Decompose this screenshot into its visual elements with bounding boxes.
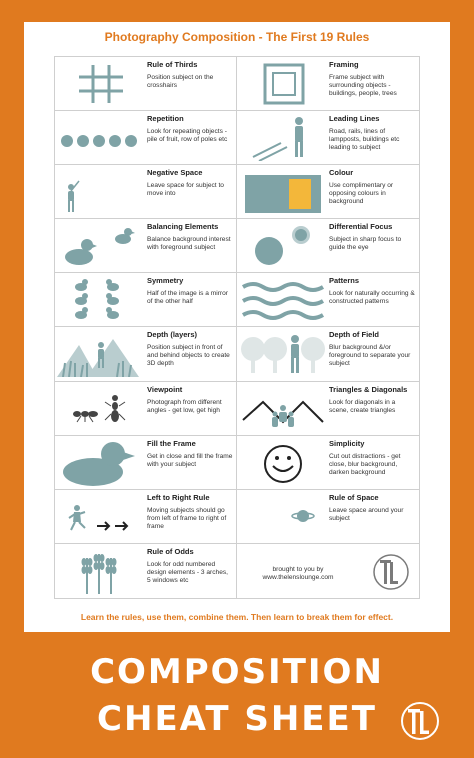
rule-description: Cut out distractions - get close, blur background, darken background [329,452,401,476]
rule-heading: Triangles & Diagonals [329,384,408,394]
dots-icon [57,115,145,161]
rule-description: Use complimentary or opposing colours in background [329,182,394,206]
rule-description: Look for odd numbered design elements - 3 arches, 5 windows etc [147,560,228,584]
rule-heading: Depth of Field [329,330,379,340]
smiley-icon [239,440,327,486]
ants-icon [57,386,145,432]
hiker-icon [57,331,145,377]
rule-description: Leave space around your subject [329,506,404,522]
colour-block-icon [239,169,327,215]
rule-heading: Repetition [147,114,184,124]
rule-description: Look for naturally occurring & constructed patterns [329,290,415,306]
triangle-people-icon [239,386,327,432]
rule-description: Position subject in front of and behind objects to create 3D depth [147,344,230,368]
rule-heading: Leading Lines [329,114,380,124]
rule-description: Photograph from different angles - get low, get high [147,398,222,414]
rule-description: Frame subject with surrounding objects - buildings, people, trees [329,74,397,97]
rule-heading: Patterns [329,276,360,286]
rule-heading: Depth (layers) [147,330,198,340]
person-lines-icon [239,115,327,161]
runner-arrows-icon [57,494,145,540]
rule-description: Look for repeating objects - pile of fruit, row of poles etc [147,128,228,144]
rule-description: Subject in sharp focus to guide the eye [329,236,402,252]
brand-url[interactable]: www.thelenslounge.com [262,573,334,581]
rule-heading: Colour [329,168,354,178]
rule-cell [55,57,237,111]
rule-heading: Viewpoint [147,384,183,394]
rule-cell [237,165,419,219]
golfer-icon [57,169,145,215]
rule-description: Half of the image is a mirror of the other half [147,290,228,306]
cheat-sheet-card [24,22,450,632]
rule-heading: Balancing Elements [147,222,219,232]
ducks-icon [57,223,145,269]
rule-cell [237,382,419,436]
rule-cell [237,57,419,111]
rule-heading: Rule of Thirds [147,60,198,69]
rule-cell [55,436,237,490]
rule-heading: Differential Focus [329,222,393,232]
footer-tagline: Learn the rules, use them, combine them. Then learn to break them for effect. [80,612,394,622]
rule-cell [55,273,237,327]
rule-description: Road, rails, lines of lampposts, buildings etc leading to subject [329,128,400,152]
rule-cell [55,219,237,273]
grid-icon [57,61,145,107]
rule-description: Position subject on the crosshairs [147,74,214,89]
rule-heading: Negative Space [147,168,203,178]
trees-person-icon [239,331,327,377]
rules-grid [54,56,420,599]
rule-cell [55,490,237,544]
rule-cell [237,436,419,490]
symmetric-ducks-icon [57,277,145,323]
rule-description: Leave space for subject to move into [147,182,224,198]
rule-description: Moving subjects should go from left of frame to right of frame [147,506,227,530]
rule-cell [55,165,237,219]
brand-credit [243,566,353,582]
wheat-icon [57,548,145,594]
corner-logo-icon [400,700,440,742]
brand-cell [237,544,419,598]
rule-heading: Simplicity [329,438,365,448]
rule-description: Balance background interest with foreground subject [147,236,231,252]
banner-line-1: COMPOSITION [90,652,384,692]
rule-heading: Symmetry [147,276,184,286]
rule-cell [237,111,419,165]
rule-heading: Framing [329,60,359,69]
big-duck-icon [57,440,145,486]
rule-description: Blur background &/or foreground to separate your subject [329,344,411,368]
rule-cell [237,490,419,544]
frame-icon [239,61,327,107]
banner-line-2: CHEAT SHEET [97,699,377,739]
rule-heading: Rule of Space [329,492,379,502]
waves-icon [239,277,327,323]
rule-cell [55,327,237,381]
rule-description: Look for diagonals in a scene, create triangles [329,398,396,414]
rule-cell [237,219,419,273]
tll-logo-icon [373,552,409,592]
rule-heading: Rule of Odds [147,546,194,556]
brand-line-1: brought to you by [272,565,324,573]
rule-cell [55,544,237,598]
rule-description: Get in close and fill the frame with your subject [147,452,233,468]
rule-heading: Fill the Frame [147,438,196,448]
sheet-title: Photography Composition - The First 19 Rules [104,30,370,44]
rule-cell [237,327,419,381]
circles-icon [239,223,327,269]
rule-cell [55,111,237,165]
planet-icon [239,494,327,540]
rule-heading: Left to Right Rule [147,492,210,502]
rule-cell [55,382,237,436]
rule-cell [237,273,419,327]
